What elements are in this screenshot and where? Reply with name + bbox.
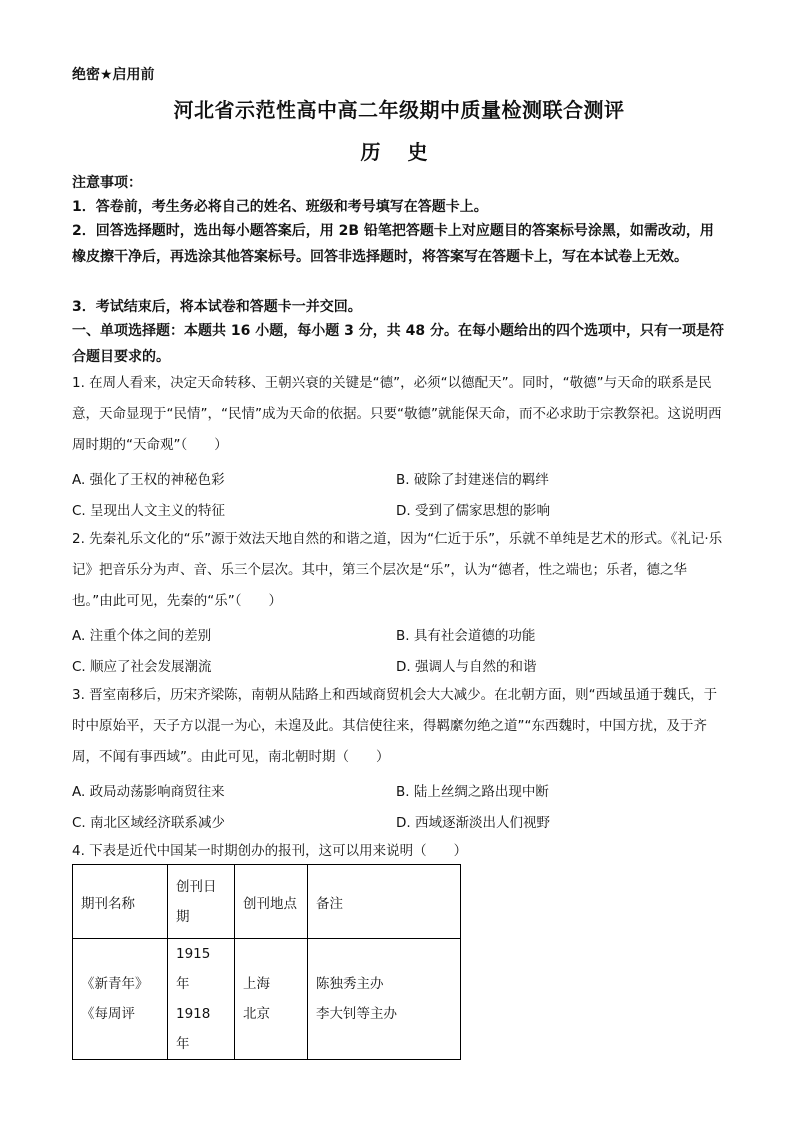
row1-name: 《新青年》 (81, 976, 149, 992)
q3-option-a: A. 政局动荡影响商贸往来 (72, 784, 225, 800)
table-row (73, 939, 461, 1060)
q2-option-c: C. 顺应了社会发展潮流 (72, 659, 212, 675)
cell-places (235, 939, 308, 1060)
q1-option-a: A. 强化了王权的神秘色彩 (72, 472, 225, 488)
q1-option-d: D. 受到了儒家思想的影响 (396, 503, 550, 519)
q1-option-c: C. 呈现出人文主义的特征 (72, 503, 226, 519)
row1-date: 1915 年 (176, 946, 211, 992)
cell-names (73, 939, 168, 1060)
q2-option-d: D. 强调人与自然的和谐 (396, 659, 537, 675)
periodicals-table (72, 864, 461, 1060)
row2-place: 北京 (243, 1006, 270, 1022)
q1-option-b: B. 破除了封建迷信的羁绊 (396, 472, 549, 488)
cell-dates (168, 939, 235, 1060)
row1-place: 上海 (243, 976, 270, 992)
header-cell-date (168, 865, 235, 939)
question-2-stem: 2. 先秦礼乐文化的“乐”源于效法天地自然的和谐之道，因为“仁近于乐”，乐就不单纯是艺术的形式。《礼记·乐记》把音乐分为声、音、乐三个层次。其中，第三个层次是“乐”，认为“德者，性之端也；乐者，德之华也。”由此可见，先秦的“乐”（ ） (72, 531, 723, 609)
row2-date: 1918 年 (176, 1006, 211, 1052)
notice-item-3: 3．考试结束后，将本试卷和答题卡一并交回。 (72, 299, 362, 315)
q2-option-a: A. 注重个体之间的差别 (72, 628, 212, 644)
header-cell-place: 创刊地点 (235, 865, 308, 939)
header-date-line2: 期 (176, 908, 190, 925)
header-date-line1: 创刊日 (176, 878, 217, 895)
row2-name: 《每周评 (81, 1006, 135, 1022)
row2-note: 李大钊等主办 (316, 1006, 397, 1022)
q3-option-c: C. 南北区域经济联系减少 (72, 815, 226, 831)
notice-heading: 注意事项： (72, 175, 142, 191)
q2-option-b: B. 具有社会道德的功能 (396, 628, 536, 644)
notice-item-1: 1．答卷前，考生务必将自己的姓名、班级和考号填写在答题卡上。 (72, 199, 488, 215)
exam-title: 河北省示范性高中高二年级期中质量检测联合测评 (173, 98, 625, 122)
table-header-row (73, 865, 461, 939)
q3-option-b: B. 陆上丝绸之路出现中断 (396, 784, 549, 800)
section-heading: 一、单项选择题：本题共 16 小题，每小题 3 分，共 48 分。在每小题给出的四个选项中，只有一项是符合题目要求的。 (72, 323, 724, 365)
q3-option-d: D. 西域逐渐淡出人们视野 (396, 815, 550, 831)
confidential-mark: 绝密★启用前 (72, 67, 155, 83)
question-1-stem: 1. 在周人看来，决定天命转移、王朝兴衰的关键是“德”，必须“以德配天”。同时，“敬德”与天命的联系是民意，天命显现于“民情”，“民情”成为天命的依据。只要“敬德”就能保天命，而不必求助于宗教祭祀。这说明西周时期的“天命观”（ ） (72, 375, 722, 453)
subject-title: 历 史 (360, 140, 438, 164)
question-3-stem: 3. 晋室南移后，历宋齐梁陈，南朝从陆路上和西域商贸机会大大减少。在北朝方面，则“西域虽通于魏氏，于时中原始平，天子方以混一为心，未遑及此。其信使往来，得羁縻勿绝之道”“东西魏时，中国方扰，及于齐周，不闻有事西域”。由此可见，南北朝时期（ ） (72, 687, 718, 765)
question-4-stem: 4. 下表是近代中国某一时期创办的报刊，这可以用来说明（ ） (72, 843, 468, 859)
notice-item-2: 2．回答选择题时，选出每小题答案后，用 2B 铅笔把答题卡上对应题目的答案标号涂黑，如需改动，用橡皮擦干净后，再选涂其他答案标号。回答非选择题时，将答案写在答题卡上，写在本试卷上无效。 (72, 223, 714, 265)
header-cell-name: 期刊名称 (73, 865, 168, 939)
row1-note: 陈独秀主办 (316, 976, 384, 992)
cell-notes (308, 939, 461, 1060)
header-cell-note: 备注 (308, 865, 461, 939)
